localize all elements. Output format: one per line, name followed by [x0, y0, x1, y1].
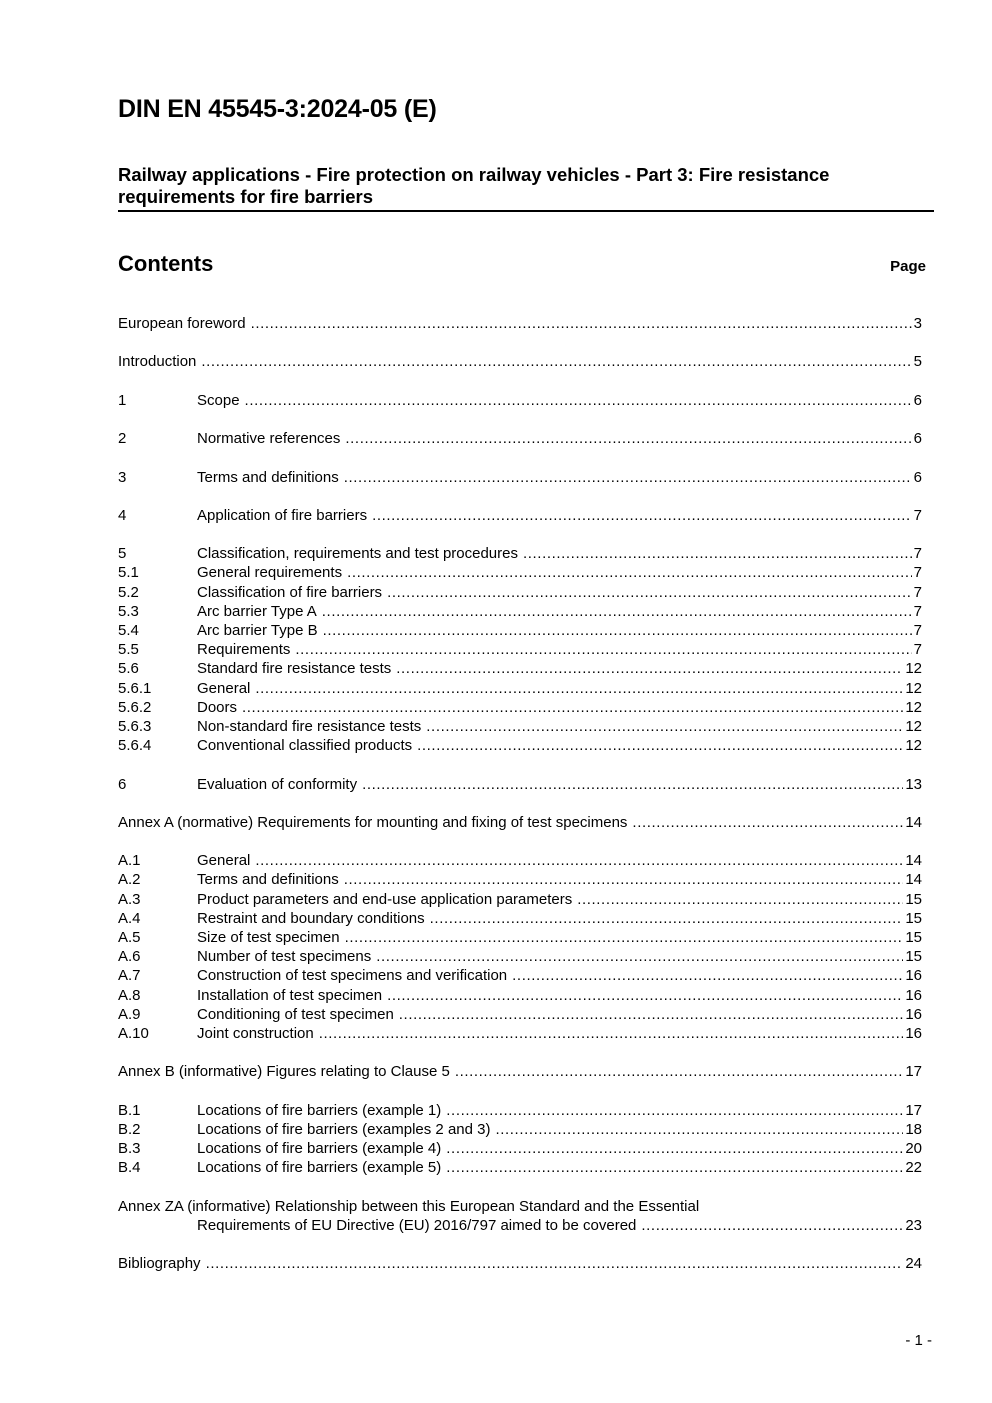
toc-number: B.2 — [118, 1120, 141, 1138]
toc-title: Conventional classified products — [197, 737, 413, 755]
toc-number: B.4 — [118, 1159, 141, 1177]
toc-page: 23 — [905, 1216, 922, 1234]
toc-page: 15 — [905, 909, 922, 927]
toc-entry[interactable] — [118, 1005, 922, 1024]
toc-entry[interactable] — [118, 890, 922, 909]
toc-page: 16 — [905, 986, 922, 1004]
toc-entry[interactable] — [118, 352, 922, 371]
toc-page: 15 — [905, 948, 922, 966]
toc-entry[interactable] — [118, 870, 922, 889]
toc-leader — [201, 352, 911, 371]
toc-leader — [295, 640, 911, 659]
toc-number: A.6 — [118, 948, 141, 966]
toc-title: Annex B (informative) Figures relating to Clause 5 — [118, 1063, 450, 1081]
toc-title: Conditioning of test specimen — [197, 1005, 394, 1023]
toc-number: 6 — [118, 775, 127, 793]
document-subtitle: Railway applications - Fire protection on railway vehicles - Part 3: Fire resistance requirements for fire barriers — [118, 164, 830, 207]
toc-page: 7 — [913, 622, 922, 639]
toc-leader — [344, 468, 912, 487]
toc-page: 16 — [905, 967, 922, 985]
toc-number: 5.1 — [118, 564, 139, 582]
toc-leader — [417, 736, 903, 755]
toc-leader — [322, 602, 912, 621]
toc-entry[interactable] — [118, 851, 922, 870]
toc-title: Joint construction — [197, 1024, 314, 1042]
toc-number: 4 — [118, 506, 127, 524]
toc-entry[interactable] — [118, 986, 922, 1005]
toc-page: 7 — [913, 583, 922, 601]
toc-title: Locations of fire barriers (example 5) — [197, 1159, 442, 1177]
toc-page: 17 — [905, 1101, 922, 1119]
toc-number: A.1 — [118, 852, 141, 870]
toc-entry[interactable] — [118, 736, 922, 755]
toc-title: Arc barrier Type A — [197, 602, 317, 620]
toc-title: Scope — [197, 391, 240, 409]
toc-title: Classification, requirements and test procedures — [197, 545, 518, 563]
toc-number: 5 — [118, 545, 127, 563]
toc-title: Restraint and boundary conditions — [197, 909, 425, 927]
toc-number: 1 — [118, 391, 127, 409]
toc-page: 18 — [905, 1120, 922, 1138]
toc-entry[interactable] — [118, 947, 922, 966]
toc-entry[interactable] — [118, 679, 922, 698]
toc-title: Non-standard fire resistance tests — [197, 717, 422, 735]
toc-page: 16 — [905, 1005, 922, 1023]
toc-title: Standard fire resistance tests — [197, 660, 392, 678]
toc-title: Annex ZA (informative) Relationship between this European Standard and the Essential — [118, 1197, 700, 1215]
toc-title: Locations of fire barriers (example 1) — [197, 1101, 442, 1119]
toc-page: 15 — [905, 890, 922, 908]
toc-title: Bibliography — [118, 1255, 201, 1273]
toc-number: A.10 — [118, 1024, 149, 1042]
toc-title: Product parameters and end-use application parameters — [197, 890, 573, 908]
toc-entry[interactable] — [118, 1120, 922, 1139]
toc-number: B.1 — [118, 1101, 141, 1119]
toc-title: General requirements — [197, 564, 343, 582]
toc-entry[interactable] — [118, 391, 922, 410]
toc-title: Installation of test specimen — [197, 986, 383, 1004]
toc-title: Doors — [197, 698, 238, 716]
toc-leader — [523, 544, 912, 563]
toc-entry[interactable] — [118, 1158, 922, 1177]
toc-page: 17 — [905, 1063, 922, 1081]
toc-number: 5.6.3 — [118, 717, 152, 735]
toc-leader — [206, 1254, 904, 1273]
toc-title: Terms and definitions — [197, 468, 339, 486]
toc-title: Requirements of EU Directive (EU) 2016/797 aimed to be covered — [197, 1216, 637, 1234]
toc-leader — [430, 909, 904, 928]
toc-entry[interactable] — [118, 928, 922, 947]
toc-entry[interactable] — [118, 966, 922, 985]
toc-entry[interactable] — [118, 1139, 922, 1158]
toc-number: A.7 — [118, 967, 141, 985]
toc-leader — [446, 1158, 903, 1177]
toc-entry[interactable] — [118, 1024, 922, 1043]
toc-title: General — [197, 679, 251, 697]
toc-leader — [345, 928, 904, 947]
toc-entry[interactable] — [118, 909, 922, 928]
toc-entry[interactable] — [118, 602, 922, 621]
toc-title: Construction of test specimens and verification — [197, 967, 508, 985]
toc-page: 7 — [913, 545, 922, 563]
toc-title: Evaluation of conformity — [197, 775, 358, 793]
toc-leader — [641, 1216, 903, 1235]
toc-number: A.9 — [118, 1005, 141, 1023]
toc-page: 7 — [913, 506, 922, 524]
toc-leader — [632, 813, 903, 832]
toc-entry[interactable] — [118, 314, 922, 333]
toc-leader — [319, 1024, 904, 1043]
contents-heading: Contents — [118, 251, 214, 276]
toc-number: 2 — [118, 430, 127, 448]
toc-entry[interactable] — [118, 544, 922, 563]
toc-leader — [426, 717, 903, 736]
toc-leader — [251, 314, 912, 333]
toc-leader — [577, 890, 903, 909]
toc-entry[interactable] — [118, 1197, 922, 1216]
toc-title: Classification of fire barriers — [197, 583, 383, 601]
toc-leader — [455, 1062, 903, 1081]
toc-leader — [347, 563, 912, 582]
toc-number: A.3 — [118, 890, 141, 908]
toc-title: Size of test specimen — [197, 929, 340, 946]
toc-page: 6 — [913, 391, 922, 409]
toc-page: 7 — [913, 564, 922, 582]
toc-page: 7 — [913, 641, 922, 659]
toc-number: 5.2 — [118, 583, 139, 601]
toc-leader — [387, 986, 903, 1005]
toc-title: Requirements — [197, 641, 291, 659]
toc-entry[interactable] — [118, 698, 922, 717]
toc-title: European foreword — [118, 315, 246, 332]
toc-title: Locations of fire barriers (example 4) — [197, 1140, 442, 1158]
toc-page: 14 — [905, 852, 922, 870]
document-id: DIN EN 45545-3:2024-05 (E) — [118, 95, 437, 123]
toc-entry[interactable] — [118, 1254, 922, 1273]
page-column-label: Page — [890, 258, 926, 275]
toc-page: 12 — [905, 737, 922, 755]
toc-leader — [242, 698, 903, 717]
toc-title: Number of test specimens — [197, 948, 372, 966]
toc-entry[interactable] — [118, 468, 922, 487]
toc-leader — [345, 429, 911, 448]
toc-leader — [255, 679, 903, 698]
toc-leader — [512, 966, 903, 985]
toc-page: 14 — [905, 871, 922, 889]
toc-title: Application of fire barriers — [197, 506, 368, 524]
toc-number: A.8 — [118, 986, 141, 1004]
toc-number: B.3 — [118, 1140, 141, 1158]
toc-leader — [344, 870, 904, 889]
toc-entry[interactable] — [118, 640, 922, 659]
table-of-contents — [118, 314, 922, 1273]
toc-number: 5.6 — [118, 660, 139, 678]
toc-leader — [376, 947, 903, 966]
toc-entry-continuation[interactable] — [118, 1216, 922, 1235]
toc-page: 7 — [913, 602, 922, 620]
toc-page: 22 — [905, 1159, 922, 1177]
toc-number: 5.5 — [118, 641, 139, 659]
toc-number: 5.4 — [118, 622, 139, 639]
toc-number: 5.6.2 — [118, 698, 152, 716]
toc-page: 15 — [905, 929, 922, 946]
toc-leader — [387, 583, 912, 602]
toc-leader — [446, 1101, 903, 1120]
toc-title: Arc barrier Type B — [197, 622, 318, 639]
toc-entry[interactable] — [118, 1101, 922, 1120]
toc-number: 5.3 — [118, 602, 139, 620]
toc-entry[interactable] — [118, 813, 922, 832]
toc-entry[interactable] — [118, 1062, 922, 1081]
page-number: - 1 - — [905, 1332, 932, 1349]
toc-title: Terms and definitions — [197, 871, 339, 889]
toc-entry[interactable] — [118, 775, 922, 794]
toc-entry[interactable] — [118, 429, 922, 448]
toc-number: 5.6.1 — [118, 679, 152, 697]
toc-number: A.5 — [118, 929, 141, 946]
toc-leader — [362, 775, 903, 794]
toc-number: A.2 — [118, 871, 141, 889]
toc-leader — [399, 1005, 904, 1024]
toc-title: Normative references — [197, 430, 341, 448]
toc-page: 13 — [905, 775, 922, 793]
title-divider — [118, 210, 934, 212]
toc-page: 14 — [905, 813, 922, 831]
toc-entry[interactable] — [118, 583, 922, 602]
toc-page: 5 — [913, 353, 922, 371]
toc-page: 24 — [905, 1255, 922, 1273]
toc-number: 5.6.4 — [118, 737, 152, 755]
toc-page: 12 — [905, 698, 922, 716]
toc-leader — [323, 621, 912, 640]
toc-page: 6 — [913, 430, 922, 448]
toc-entry[interactable] — [118, 506, 922, 525]
toc-leader — [446, 1139, 903, 1158]
toc-entry[interactable] — [118, 659, 922, 678]
toc-page: 12 — [905, 717, 922, 735]
toc-number: A.4 — [118, 909, 141, 927]
toc-page: 16 — [905, 1024, 922, 1042]
toc-leader — [245, 391, 912, 410]
toc-entry[interactable] — [118, 621, 922, 640]
toc-page: 20 — [905, 1140, 922, 1158]
toc-leader — [255, 851, 903, 870]
toc-title: Locations of fire barriers (examples 2 and 3) — [197, 1120, 491, 1138]
toc-leader — [372, 506, 912, 525]
toc-title: General — [197, 852, 251, 870]
toc-entry[interactable] — [118, 563, 922, 582]
toc-page: 6 — [913, 468, 922, 486]
toc-number: 3 — [118, 468, 127, 486]
toc-page: 12 — [905, 679, 922, 697]
toc-leader — [396, 659, 903, 678]
toc-page: 3 — [913, 315, 922, 332]
toc-leader — [495, 1120, 903, 1139]
toc-entry[interactable] — [118, 717, 922, 736]
toc-page: 12 — [905, 660, 922, 678]
toc-title: Annex A (normative) Requirements for mounting and fixing of test specimens — [118, 813, 628, 831]
toc-title: Introduction — [118, 353, 197, 371]
